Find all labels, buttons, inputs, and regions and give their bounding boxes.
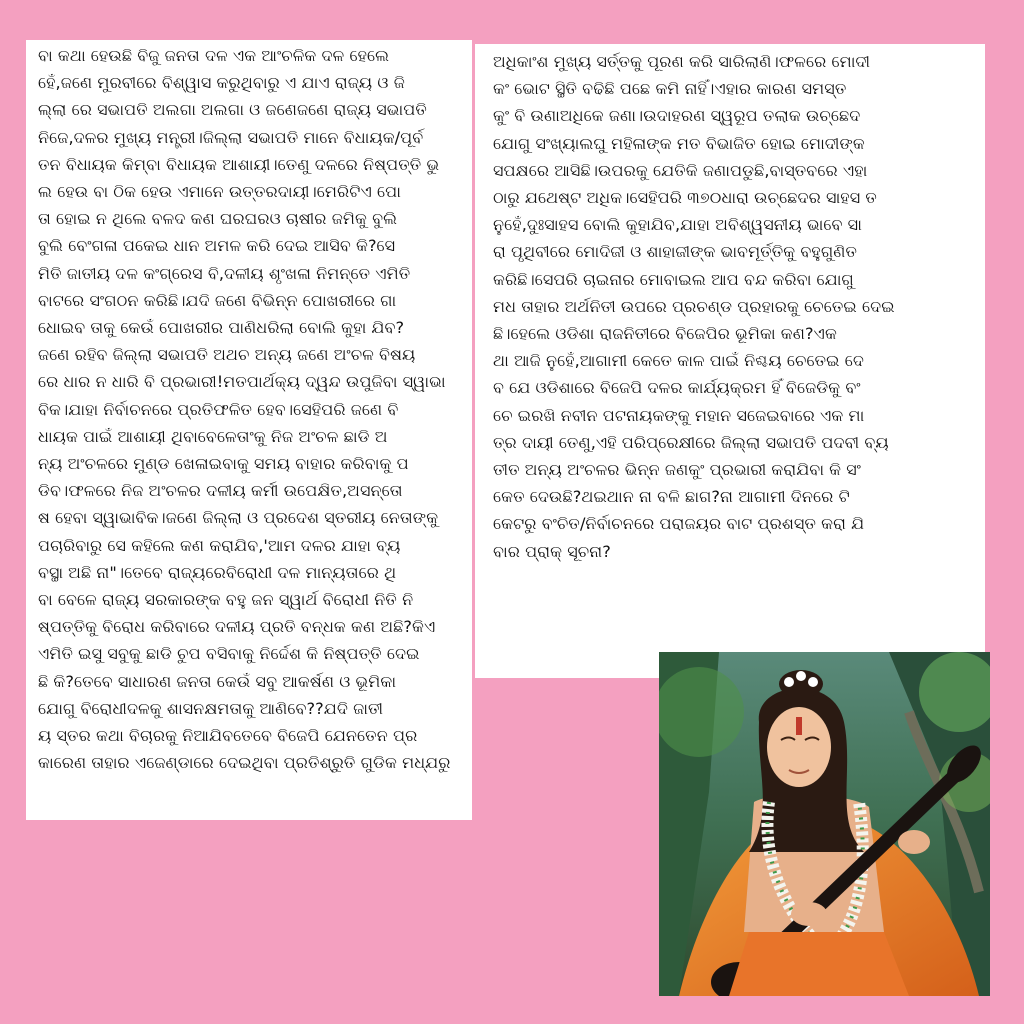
text-line: ବା କଥା ହେଉଛି ବିଜୁ ଜନତା ଦଳ ଏକ ଆଂଚଳିକ ଦଳ ହେଲେ	[38, 46, 390, 65]
text-line: ଷ୍ପତ୍ତିକୁ ବିରୋଧ କରିବାରେ ଦଳୀୟ ପ୍ରତି ବନ୍ଧକ କଣ ଅଛି?କିଏ	[38, 617, 436, 637]
text-line: ଠାରୁ ଯଥେଷ୍ଟ ଅଧିକ।ସେହିପରି ୩୭୦ଧାରା ଉଚ୍ଛେଦର ସାହସ ତ	[493, 188, 877, 208]
text-line: ବା ବେଳେ ରାଜ୍ୟ ସରକାରଙ୍କ ବହୁ ଜନ ସ୍ୱାର୍ଥ ବିରୋଧୀ ନିତି ନି	[38, 590, 414, 610]
text-line: କେଟରୁ ବଂଚିତ/ନିର୍ବାଚନରେ ପରାଜୟର ବାଟ ପ୍ରଶସ୍ତ କରା ଯି	[493, 514, 865, 534]
text-line: ୟ ସ୍ତର କଥା ବିଚାରକୁ ନିଆଯିବତେବେ ବିଜେପି ଯେନତେନ ପ୍ର	[38, 726, 418, 746]
text-line: ତା ହୋଇ ନ ଥିଲେ ବଳଦ କଣ ଘରଘରଓ ଚାଷୀର ଜମିକୁ ବୁଲି	[38, 209, 398, 229]
text-line: କଂ ଭୋଟ ସ୍ଥିତି ବଢିଛି ପଛେ କମି ନାହିଁ।ଏହାର କାରଣ ସମସ୍ତ	[493, 79, 847, 99]
text-line: ପଚାରିବାରୁ ସେ କହିଲେ କଣ କରାଯିବ,'ଆମ ଦଳର ଯାହା ବ୍ୟ	[38, 535, 401, 555]
text-line: ମଧ ତାହାର ଅର୍ଥନିତୀ ଉପରେ ପ୍ରଚଣ୍ଡ ପ୍ରହାରକୁ ଚେତେଇ ଦେଇ	[493, 296, 895, 316]
text-line: ବାଟରେ ସଂଗଠନ କରିଛି।ଯଦି ଜଣେ ବିଭିନ୍ନ ପୋଖରୀରେ ଗା	[38, 290, 397, 310]
text-line: ତୀତ ଅନ୍ୟ ଅଂଚଳର ଭିନ୍ନ ଜଣକୁଂ ପ୍ରଭାରୀ କରାଯିବା କି ସଂ	[493, 460, 861, 480]
text-line: ଡିବ।ଫଳରେ ନିଜ ଅଂଚଳର ଦଳୀୟ କର୍ମୀ ଉପେକ୍ଷିତ,ଅସନ୍ତୋ	[38, 481, 403, 501]
text-line: କେତ ଦେଉଛି?ଥଇଥାନ ନା ବଳି ଛାଗ?ନା ଆଗାମୀ ଦିନରେ ଟି	[493, 487, 850, 507]
text-line: ଏମିତି ଇସୁ ସବୁକୁ ଛାଡି ଚୁପ ବସିବାକୁ ନିର୍ଦ୍ଦେଶ କି ନିଷ୍ପତ୍ତି ଦେଇ	[38, 644, 420, 664]
text-line: କାରେଣ ତାହାର ଏଜେଣ୍ଡାରେ ଦେଇଥିବା ପ୍ରତିଶ୍ରୁତି ଗୁଡିକ ମଧ୍ଯରୁ	[38, 753, 451, 773]
left-text-panel	[26, 40, 472, 820]
text-line: ନୁହେଁ,ଦୁଃସାହସ ବୋଲି କୁହାଯିବ,ଯାହା ଅବିଶ୍ୱସନୀୟ ଭାବେ ସା	[493, 215, 862, 235]
text-line: ବାର ପ୍ରାକ୍ ସୂଚନା?	[493, 541, 611, 561]
text-line: ଯୋଗୁ ବିରୋଧୀଦଳକୁ ଶାସନକ୍ଷମତାକୁ ଆଣିବେ??ଯଦି ଜାତୀ	[38, 698, 384, 718]
text-line: ନ୍ୟ ଅଂଚଳରେ ମୁଣ୍ଡ ଖେଳାଇବାକୁ ସମୟ ବାହାର କରିବାକୁ ପ	[38, 454, 409, 474]
text-line: ରେ ଧାର ନ ଧାରି ବି ପ୍ରଭାରୀ!ମତପାର୍ଥକ୍ୟ ଦ୍ୱନ୍ଦ ଉପୁଜିବା ସ୍ୱାଭା	[38, 372, 446, 392]
right-column-text	[493, 48, 977, 668]
sage-with-veena-icon	[659, 652, 990, 996]
text-line: ନିଜେ,ଦଳର ମୁଖ୍ୟ ମନ୍ତ୍ରୀ।ଜିଲ୍ଲା ସଭାପତି ମାନେ ବିଧାୟକ/ପୂର୍ବ	[38, 127, 424, 147]
right-text-panel	[475, 44, 985, 678]
text-line: ହେଁ,ଜଣେ ମୁରବୀରେ ବିଶ୍ୱାସ କରୁଥିବାରୁ ଏ ଯାଏ ରାଜ୍ୟ ଓ ଜି	[38, 73, 405, 93]
text-line: ଛି କି?ତେବେ ସାଧାରଣ ଜନତା କେଉଁ ସବୁ ଆକର୍ଷଣ ଓ ଭୂମିକା	[38, 671, 397, 691]
text-line: ବ ଯେ ଓଡିଶାରେ ବିଜେପି ଦଳର କାର୍ଯ୍ୟକ୍ରମ ହିଁ ବିଜେଡିକୁ ବଂ	[493, 378, 861, 398]
text-line: ତନ ବିଧାୟକ କିମ୍ବା ବିଧାୟକ ଆଶାୟୀ।ତେଣୁ ଦଳରେ ନିଷ୍ପତ୍ତି ଭୁ	[38, 154, 440, 174]
text-line: ଜଣେ ରହିବ ଜିଲ୍ଲା ସଭାପତି ଅଥଚ ଅନ୍ୟ ଜଣେ ଅଂଚଳ ବିଷୟ	[38, 345, 416, 365]
text-line: ତ୍ର ଦାୟୀ ତେଣୁ,ଏହି ପରିପ୍ରେକ୍ଷୀରେ ଜିଲ୍ଲା ସଭାପତି ପଦବୀ ବ୍ୟ	[493, 432, 889, 452]
text-line: ସପକ୍ଷରେ ଆସିଛି।ଉପରକୁ ଯେତିକି ଜଣାପଡୁଛି,ବାସ୍ତବରେ ଏହା	[493, 160, 868, 180]
text-line: ମିତି ଜାତୀୟ ଦଳ କଂଗ୍ରେସ ବି,ଦଳୀୟ ଶୃଂଖଳା ନିମନ୍ତେ ଏମିତି	[38, 263, 411, 283]
text-line: ଧାୟକ ପାଇଁ ଆଶାୟୀ ଥିବାବେଳେତାଂକୁ ନିଜ ଅଂଚଳ ଛାଡି ଅ	[38, 426, 388, 446]
text-line: କରିଛି।ସେପରି ଚାଇନାର ମୋବାଇଲ ଆପ ବନ୍ଦ କରିବା ଯୋଗୁ	[493, 269, 854, 289]
text-line: ବସ୍ଥା ଅଛି ନା"।ତେବେ ରାଜ୍ୟରେବିରୋଧୀ ଦଳ ମାନ୍ୟତାରେ ଥି	[38, 562, 397, 582]
text-line: ଯୋଗୁ ସଂଖ୍ୟାଲଘୁ ମହିଳାଙ୍କ ମତ ବିଭାଜିତ ହୋଇ ମୋଦୀଙ୍କ	[493, 133, 865, 153]
text-line: ବିକ।ଯାହା ନିର୍ବାଚନରେ ପ୍ରତିଫଳିତ ହେବ।ସେହିପରି ଜଣେ ବି	[38, 399, 399, 419]
text-line: ରା ପୃଥିବୀରେ ମୋଦିଜୀ ଓ ଶାହାଜୀଙ୍କ ଭାବମୂର୍ତ୍ତିକୁ ବହୁଗୁଣିତ	[493, 242, 858, 262]
text-line: ଥା ଆଜି ନୁହେଁ,ଆଗାମୀ କେତେ କାଳ ପାଇଁ ନିଶ୍ଚୟ ଚେତେଇ ଦେ	[493, 351, 865, 371]
text-line: ବୁଲି ବେଂଗଳା ପକେଇ ଧାନ ଅମଳ କରି ଦେଇ ଆସିବ କି?ସେ	[38, 236, 396, 256]
text-line: ଅଧିକାଂଶ ମୁଖ୍ୟ ସର୍ତ୍ତକୁ ପୂରଣ କରି ସାରିଲାଣି।ଫଳରେ ମୋଦୀ	[493, 52, 871, 71]
text-line: ଛି।ହେଲେ ଓଡିଶା ରାଜନିତୀରେ ବିଜେପିର ଭୂମିକା କଣ?ଏକ	[493, 324, 837, 344]
text-line: ଷ ହେବା ସ୍ୱାଭାବିକ।ଜଣେ ଜିଲ୍ଲା ଓ ପ୍ରଦେଶ ସ୍ତରୀୟ ନେତାଙ୍କୁ	[38, 508, 439, 528]
left-column-text	[38, 42, 464, 820]
text-line: ଲ୍ଲା ରେ ସଭାପତି ଅଲଗା ଅଲଗା ଓ ଜଣେଜଣେ ରାଜ୍ୟ ସଭାପତି	[38, 100, 427, 120]
text-line: ଧୋଇବ ତାକୁ କେଉଁ ପୋଖରୀର ପାଣିଧରିଲା ବୋଲି କୁହା ଯିବ?	[38, 318, 405, 338]
text-line: କୁଂ ବି ଉଣାଅଧିକେ ଜଣା।ଉଦାହରଣ ସ୍ୱରୂପ ତଲାକ ଉଚ୍ଛେଦ	[493, 106, 861, 126]
text-line: ଲ ହେଉ ବା ଠିକ ହେଉ ଏମାନେ ଉତ୍ତରଦାୟୀ।ମେରିଟିଏ ପୋ	[38, 182, 401, 202]
text-line: ଚେ ଇରଖି ନବୀନ ପଟନାୟକଙ୍କୁ ମହାନ ସଜେଇବାରେ ଏକ ମା	[493, 405, 865, 425]
